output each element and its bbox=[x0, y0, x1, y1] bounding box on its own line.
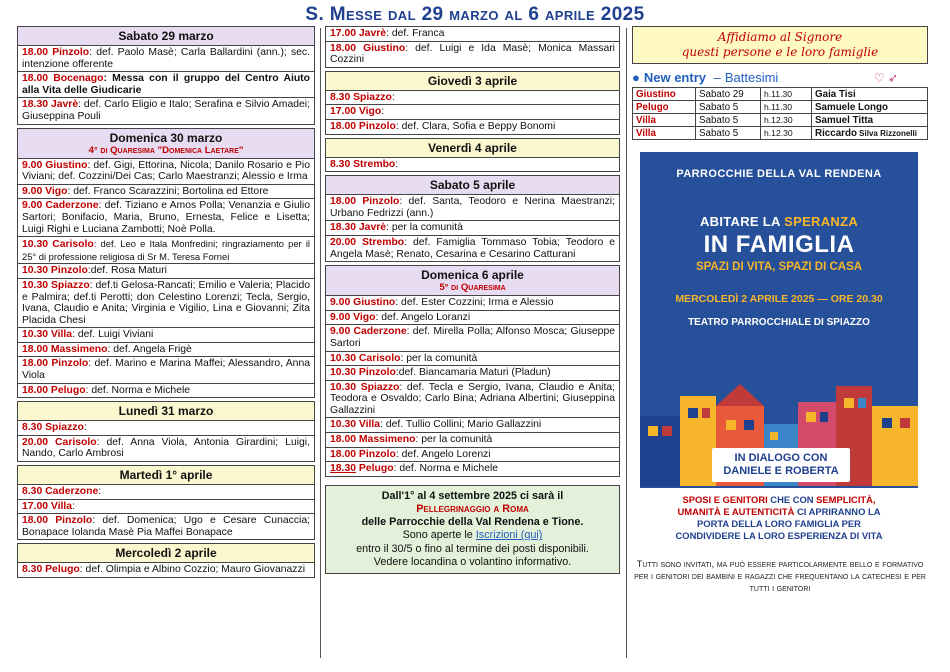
day-block-sun30 bbox=[17, 128, 315, 399]
column-divider bbox=[626, 28, 627, 658]
day-header: Giovedì 3 aprile bbox=[326, 72, 619, 91]
mass-row: 18.00 Pinzolo: def. Santa, Teodoro e Nerina Maestranzi; Urbano Fedrizzi (ann.) bbox=[326, 195, 619, 221]
mass-row: 18.00 Massimeno: per la comunità bbox=[326, 433, 619, 448]
baptism-name: Samuel Titta bbox=[812, 114, 928, 127]
day-block-sat5 bbox=[325, 175, 620, 262]
mass-row: 10.30 Villa: def. Tullio Collini; Mario Gallazzini bbox=[326, 418, 619, 433]
baptism-row bbox=[633, 127, 928, 140]
poster-title-line1: ABITARE LA SPERANZA bbox=[699, 214, 859, 229]
mass-row: 10.30 Spiazzo: def.ti Gelosa-Rancati; Emilio e Valeria; Placido e Palmira; def.ti Perotti; don Celestino Lorenzi; Tecla, Sergio, Ivana, Claudio e Anita; Virginia e Vigilio, Lina e Giovanni; Zita Placida Chesi bbox=[18, 279, 314, 328]
mass-row: 18.00 Pinzolo: def. Clara, Sofia e Beppy Bonomi bbox=[330, 120, 556, 132]
day-header: Lunedì 31 marzo bbox=[18, 402, 314, 421]
page-title: S. Messe dal 29 marzo al 6 aprile 2025 bbox=[305, 4, 645, 25]
event-poster bbox=[640, 152, 918, 552]
new-entry-header: ● New entry – Battesimi ♡ ➶ bbox=[632, 70, 898, 85]
baptism-hour: h.11.30 bbox=[761, 101, 812, 114]
mass-row: 18.00 Bocenago: Messa con il gruppo del Centro Aiuto alla Vita delle Giudicarie bbox=[18, 72, 314, 98]
mass-row: 17.00 Villa: bbox=[18, 500, 314, 515]
column-divider bbox=[320, 28, 321, 658]
day-block-sun6 bbox=[325, 265, 620, 477]
mass-row: 10.30 Pinzolo:def. Biancamaria Maturi (Pladun) bbox=[326, 366, 619, 381]
baptism-hour: h.12.30 bbox=[761, 127, 812, 140]
mass-row: 20.00 Strembo: def. Famiglia Tommaso Tobia; Teodoro e Angela Masè; Renato, Cesarina e Cesarino Catturani bbox=[330, 236, 615, 260]
baptism-parish: Villa bbox=[633, 127, 696, 140]
day-block-mon31 bbox=[17, 401, 315, 462]
poster-footer: SPOSI E GENITORI CHE CON SEMPLICITÀ, UMANITÀ E AUTENTICITÀ CI APRIRANNO LA PORTA DELLA LORO FAMIGLIA PER CONDIVIDERE LA LORO ESPERIENZA DI VITA bbox=[640, 488, 918, 552]
mass-row: 18.30 Javrè: per la comunità bbox=[326, 221, 619, 236]
baptism-parish: Pelugo bbox=[633, 101, 696, 114]
poster-header: PARROCCHIE DELLA VAL RENDENA bbox=[676, 168, 882, 180]
mass-row: 20.00 Carisolo: def. Anna Viola, Antonia Girardini; Luigi, Nando, Carlo Ambrosi bbox=[22, 436, 311, 460]
mass-row: 9.00 Caderzone: def. Mirella Polla; Alfonso Mosca; Giuseppe Sartori bbox=[326, 325, 619, 351]
day-header: Mercoledì 2 aprile bbox=[18, 544, 314, 563]
bullet-icon: ● bbox=[632, 70, 640, 85]
mass-row: 8.30 Strembo: bbox=[330, 158, 399, 170]
baptism-row bbox=[633, 101, 928, 114]
mass-row: 8.30 Pelugo: def. Olimpia e Albino Cozzio; Mauro Giovanazzi bbox=[22, 564, 306, 576]
day-block-tue1 bbox=[17, 465, 315, 540]
mass-row: 9.00 Vigo: def. Angelo Loranzi bbox=[326, 311, 619, 326]
poster-place: TEATRO PARROCCHIALE DI SPIAZZO bbox=[688, 317, 870, 328]
mass-row: 8.30 Spiazzo: bbox=[326, 91, 619, 106]
mass-row: 18.30 Pelugo: def. Norma e Michele bbox=[330, 463, 499, 475]
baptisms-table bbox=[632, 87, 928, 140]
mass-row: 9.00 Vigo: def. Franco Scarazzini; Bortolina ed Ettore bbox=[18, 185, 314, 200]
baptism-parish: Villa bbox=[633, 114, 696, 127]
mass-row: 10.30 Spiazzo: def. Tecla e Sergio, Ivana, Claudio e Anita; Teodora e Osvaldo; Carlo Bina; Adriana Albertini; Giuseppina Gallazzini bbox=[326, 381, 619, 419]
mass-row: 10.30 Carisolo: per la comunità bbox=[326, 352, 619, 367]
day-header: Domenica 6 aprile 5° di Quaresima bbox=[326, 266, 619, 296]
baptism-date: Sabato 5 bbox=[696, 101, 761, 114]
poster-title-line2: IN FAMIGLIA bbox=[703, 231, 855, 258]
day-header: Martedì 1° aprile bbox=[18, 466, 314, 485]
mass-row: 10.30 Carisolo: def. Leo e Itala Monfredini; ringraziamento per il 25° di professione religiosa di Sr M. Teresa Fornei bbox=[18, 237, 314, 264]
mass-row: 17.00 Vigo: bbox=[326, 105, 619, 120]
pilgrimage-title: Pellegrinaggio a Roma bbox=[416, 503, 529, 516]
mass-row: 17.00 Javrè: def. Franca bbox=[326, 27, 619, 42]
mass-row: 18.00 Pelugo: def. Norma e Michele bbox=[22, 384, 191, 396]
mass-row: 18.30 Javrè: def. Carlo Eligio e Italo; Serafina e Silvio Amadei; Giuseppina Pouli bbox=[22, 99, 310, 122]
day-block-wed2 bbox=[17, 543, 315, 578]
mass-row: 18.00 Pinzolo: def. Angelo Lorenzi bbox=[326, 448, 619, 463]
liturgical-subtitle: 4° di Quaresima "Domenica Laetare" bbox=[88, 144, 244, 156]
baptism-row bbox=[633, 88, 928, 101]
poster-subtitle: SPAZI DI VITA, SPAZI DI CASA bbox=[695, 261, 863, 273]
day-header: Venerdì 4 aprile bbox=[326, 139, 619, 158]
mass-row: 10.30 Villa: def. Luigi Viviani bbox=[18, 328, 314, 343]
mass-row: 8.30 Caderzone: bbox=[18, 485, 314, 500]
baptism-row bbox=[633, 114, 928, 127]
info-column bbox=[632, 26, 928, 593]
mass-row: 18.00 Massimeno: def. Angela Frigè bbox=[18, 343, 314, 358]
day-header: Domenica 30 marzo 4° di Quaresima "Domenica Laetare" bbox=[18, 129, 314, 159]
mass-row: 9.00 Giustino: def. Gigi, Ettorina, Nicola; Danilo Rosario e Pio Viviani; def. Cozzini/Dei Cas; Carlo Maestranzi; Alessio e Irma bbox=[18, 159, 314, 185]
baptism-hour: h.11.30 bbox=[761, 88, 812, 101]
poster-dialog-label: IN DIALOGO CON DANIELE E ROBERTA bbox=[712, 448, 850, 482]
baptism-name: Samuele Longo bbox=[812, 101, 928, 114]
baptism-parish: Giustino bbox=[633, 88, 696, 101]
day-header: Sabato 29 marzo bbox=[18, 27, 314, 46]
invitation-note: Tutti sono invitati, ma può essere particolarmente bello e formativo per i genitori dei bambini e ragazzi che frequentano la catechesi e per tutti i genitori bbox=[634, 558, 926, 593]
entrust-box: Affidiamo al Signore questi persone e le loro famiglie bbox=[632, 26, 928, 64]
day-block-wed2-continued bbox=[325, 26, 620, 68]
mass-row: 9.00 Giustino: def. Ester Cozzini; Irma e Alessio bbox=[326, 296, 619, 311]
mass-row: 18.00 Pinzolo: def. Marino e Marina Maffei; Alessandro, Anna Viola bbox=[18, 357, 314, 383]
schedule-column-2 bbox=[325, 26, 620, 574]
mass-row: 18.00 Pinzolo: def. Domenica; Ugo e Cesare Cunaccia; Bonapace Iolanda Masè Pia Maffei Bonapace bbox=[22, 515, 310, 538]
baptism-name: Gaia Tisi bbox=[812, 88, 928, 101]
mass-row: 18.00 Giustino: def. Luigi e Ida Masè; Monica Massari Cozzini bbox=[330, 42, 615, 66]
mass-row: 18.00 Pinzolo: def. Paolo Masè; Carla Ballardini (ann.); sec. intenzione offerente bbox=[18, 46, 314, 72]
mass-row: 8.30 Spiazzo: bbox=[18, 421, 314, 436]
day-header: Sabato 5 aprile bbox=[326, 176, 619, 195]
heart-paper-plane-icon: ♡ ➶ bbox=[873, 70, 898, 85]
liturgical-subtitle: 5° di Quaresima bbox=[439, 282, 506, 294]
baptism-hour: h.12.30 bbox=[761, 114, 812, 127]
mass-row: 9.00 Caderzone: def. Tiziano e Amos Polla; Venanzia e Giulio Sartori; Bonifacio, Maria, Bruno, Ernesta, Felice e Lisetta; Luigi Righi e Luciana Zambotti; Noè Polla. bbox=[18, 199, 314, 237]
baptism-date: Sabato 5 bbox=[696, 114, 761, 127]
baptism-date: Sabato 29 bbox=[696, 88, 761, 101]
mass-row: 10.30 Pinzolo:def. Rosa Maturi bbox=[18, 264, 314, 279]
pilgrimage-box: Dall'1° al 4 settembre 2025 ci sarà il Pellegrinaggio a Roma delle Parrocchie della Val Rendena e Tione. Sono aperte le Iscrizioni (qui) entro il 30/5 o fino al termine dei posti disponibili. Vedere locandina o volantino informativo. bbox=[325, 485, 620, 574]
baptism-date: Sabato 5 bbox=[696, 127, 761, 140]
schedule-column-1 bbox=[17, 26, 315, 581]
poster-date: MERCOLEDÌ 2 APRILE 2025 — ORE 20.30 bbox=[675, 293, 883, 305]
registration-link[interactable]: Iscrizioni (qui) bbox=[475, 529, 543, 542]
day-block-thu3 bbox=[325, 71, 620, 135]
day-block-fri4 bbox=[325, 138, 620, 173]
baptism-name: Riccardo Silva Rizzonelli bbox=[812, 127, 928, 140]
day-block-sat29 bbox=[17, 26, 315, 125]
